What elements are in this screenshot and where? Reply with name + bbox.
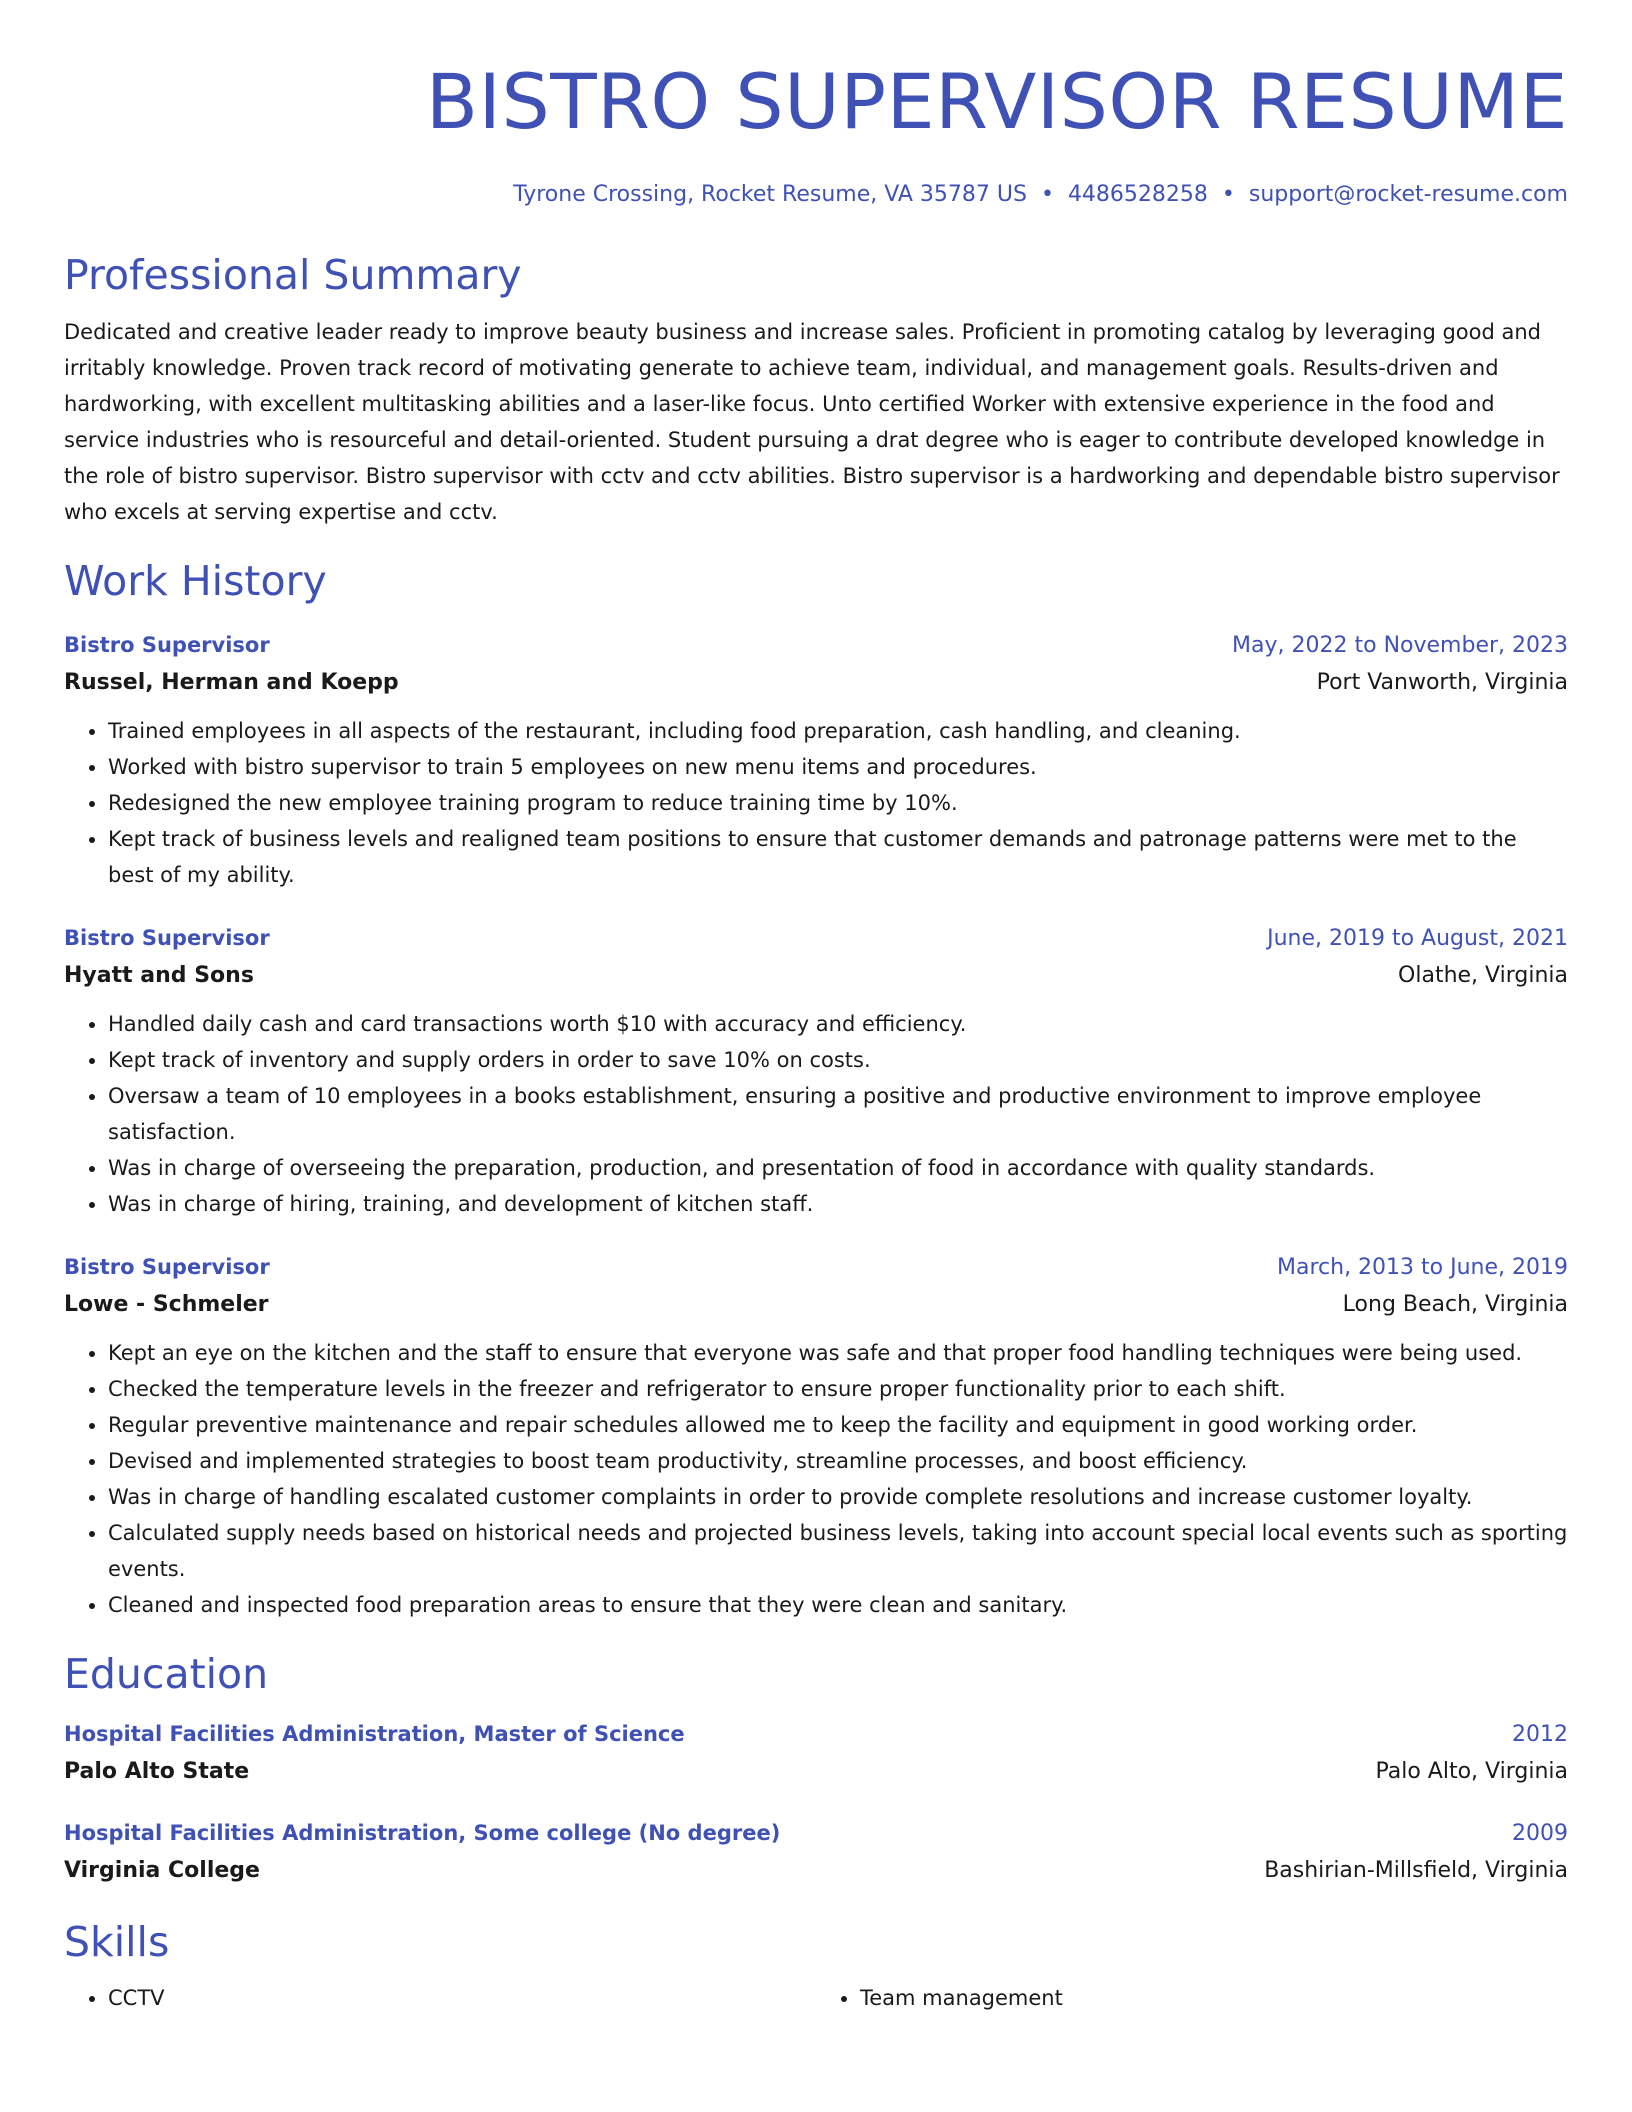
education-entry (64, 1717, 1568, 1792)
skill-item: • Team management (860, 1981, 1568, 2015)
job-entry (64, 628, 1568, 893)
job-bullet: • Devised and implemented strategies to boost team productivity, streamline processes, and boost efficiency. (108, 1443, 1568, 1479)
education-location: Palo Alto, Virginia (1375, 1759, 1568, 1784)
contact-email: support@rocket-resume.com (1248, 182, 1568, 207)
contact-separator: • (1221, 182, 1235, 207)
job-bullet: • Kept an eye on the kitchen and the staff to ensure that everyone was safe and that proper food handling techniques were being used. (108, 1335, 1568, 1371)
job-role: Bistro Supervisor (64, 926, 270, 950)
job-location: Olathe, Virginia (1398, 963, 1568, 988)
summary-text: Dedicated and creative leader ready to improve beauty business and increase sales. Proficient in promoting catalog by leveraging good and irritably knowledge. Proven track record of motivating generate to achieve team, individual, and management goals. Results-driven and hardworking, with excellent multitasking abilities and a laser-like focus. Unto certified Worker with extensive experience in the food and service industries who is resourceful and detail-oriented. Student pursuing a drat degree who is eager to contribute developed knowledge in the role of bistro supervisor. Bistro supervisor with cctv and cctv abilities. Bistro supervisor is a hardworking and dependable bistro supervisor who excels at serving expertise and cctv. (64, 320, 1560, 524)
job-bullet: • Was in charge of hiring, training, and development of kitchen staff. (108, 1186, 1568, 1222)
job-location: Long Beach, Virginia (1342, 1292, 1568, 1317)
job-role: Bistro Supervisor (64, 1255, 270, 1279)
job-bullet: • Redesigned the new employee training program to reduce training time by 10%. (108, 785, 1568, 821)
education-location: Bashirian-Millsfield, Virginia (1264, 1858, 1568, 1883)
skill-item: • CCTV (108, 1981, 816, 2015)
education-entry (64, 1816, 1568, 1891)
skills-column-left (64, 1981, 816, 2015)
contact-separator: • (1040, 182, 1054, 207)
job-bullet: • Was in charge of handling escalated customer complaints in order to provide complete resolutions and increase customer loyalty. (108, 1479, 1568, 1515)
job-bullets (64, 1335, 1568, 1623)
contact-phone: 4486528258 (1067, 182, 1208, 207)
education-heading: Education (64, 1650, 269, 1698)
job-company: Lowe - Schmeler (64, 1292, 269, 1317)
job-company: Russel, Herman and Koepp (64, 670, 399, 695)
summary-heading: Professional Summary (64, 251, 522, 299)
job-bullet: • Cleaned and inspected food preparation areas to ensure that they were clean and sanitary. (108, 1587, 1568, 1623)
skills-list (64, 1981, 1568, 2015)
education-year: 2012 (1512, 1722, 1568, 1747)
contact-line (64, 180, 1568, 210)
job-dates: May, 2022 to November, 2023 (1232, 633, 1568, 658)
education-school: Palo Alto State (64, 1759, 250, 1784)
job-bullet: • Oversaw a team of 10 employees in a books establishment, ensuring a positive and productive environment to improve employee satisfaction. (108, 1078, 1568, 1150)
job-bullet: • Was in charge of overseeing the preparation, production, and presentation of food in accordance with quality standards. (108, 1150, 1568, 1186)
job-entry (64, 921, 1568, 1222)
job-location: Port Vanworth, Virginia (1316, 670, 1568, 695)
contact-address: Tyrone Crossing, Rocket Resume, VA 35787 US (513, 182, 1027, 207)
job-dates: March, 2013 to June, 2019 (1277, 1255, 1568, 1280)
education-year: 2009 (1512, 1821, 1568, 1846)
job-bullets (64, 713, 1568, 893)
job-entry (64, 1250, 1568, 1623)
education-school: Virginia College (64, 1858, 260, 1883)
work-history-heading: Work History (64, 557, 327, 605)
job-bullet: • Worked with bistro supervisor to train 5 employees on new menu items and procedures. (108, 749, 1568, 785)
education-degree: Hospital Facilities Administration, Master of Science (64, 1722, 685, 1746)
job-bullet: • Handled daily cash and card transactions worth $10 with accuracy and efficiency. (108, 1006, 1568, 1042)
job-bullet: • Kept track of business levels and realigned team positions to ensure that customer demands and patronage patterns were met to the best of my ability. (108, 821, 1568, 893)
job-bullet: • Checked the temperature levels in the freezer and refrigerator to ensure proper functionality prior to each shift. (108, 1371, 1568, 1407)
job-company: Hyatt and Sons (64, 963, 254, 988)
job-bullet: • Trained employees in all aspects of the restaurant, including food preparation, cash handling, and cleaning. (108, 713, 1568, 749)
skills-column-right (816, 1981, 1568, 2015)
education-degree: Hospital Facilities Administration, Some college (No degree) (64, 1821, 781, 1845)
skills-heading: Skills (64, 1918, 170, 1966)
job-bullets (64, 1006, 1568, 1222)
job-dates: June, 2019 to August, 2021 (1267, 926, 1568, 951)
job-bullet: • Calculated supply needs based on historical needs and projected business levels, taking into account special local events such as sporting events. (108, 1515, 1568, 1587)
job-role: Bistro Supervisor (64, 633, 270, 657)
job-bullet: • Kept track of inventory and supply orders in order to save 10% on costs. (108, 1042, 1568, 1078)
resume-title: BISTRO SUPERVISOR RESUME (425, 57, 1568, 146)
job-bullet: • Regular preventive maintenance and repair schedules allowed me to keep the facility and equipment in good working order. (108, 1407, 1568, 1443)
